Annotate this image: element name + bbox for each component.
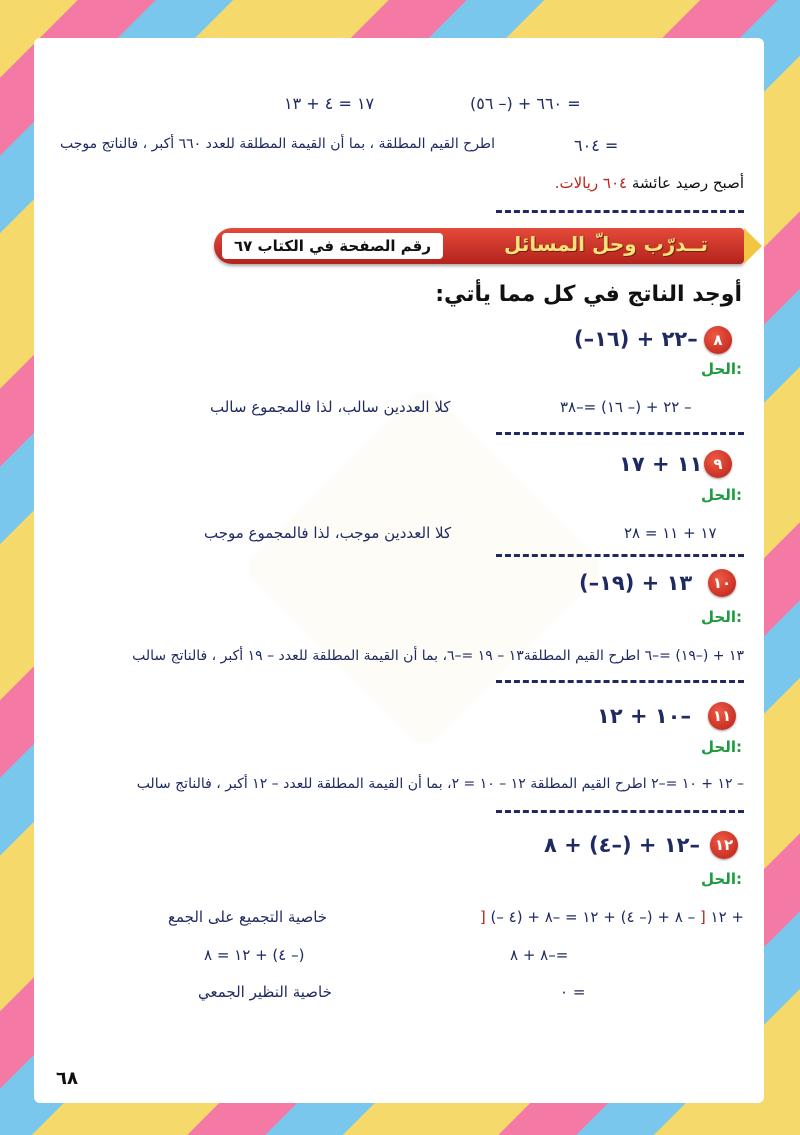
watermark-shape <box>240 384 608 752</box>
problem-expression: ١٠ + ١٢– <box>597 704 691 728</box>
banner-title: تــدرّب وحلّ المسائل <box>504 232 708 256</box>
solution-label: الحل: <box>701 486 742 504</box>
step-note: (– ٤) + ١٢ = ٨ <box>204 946 305 964</box>
step-work: =–٨ + ٨ <box>510 946 569 964</box>
problem-expression: ١١ + ١٧ <box>619 452 703 476</box>
intro-line2-explanation: اطرح القيم المطلقة ، بما أن القيمة المطلقة للعدد ٦٦٠ أكبر ، فالناتج موجب <box>60 136 495 152</box>
solution-label: الحل: <box>701 360 742 378</box>
property-note: خاصية النظير الجمعي <box>198 983 332 1001</box>
problem-work: – ٢٢ + (– ١٦) =–٣٨ <box>560 398 692 416</box>
problem-number-badge: ١١ <box>708 702 736 730</box>
solution-label: الحل: <box>701 608 742 626</box>
problem-explanation-line: ١٣ + (–١٩) =–٦ اطرح القيم المطلقة١٣ – ١٩ =–٦، بما أن القيمة المطلقة للعدد – ١٩ أكبر ، فالناتج سالب <box>132 648 744 664</box>
problem-number-badge: ٩ <box>704 450 732 478</box>
solution-label: الحل: <box>701 738 742 756</box>
bracket-inner: (– ٤) + ١٢ <box>490 908 727 926</box>
intro-line1-right: = ٦٦٠ + (– ٥٦) <box>470 94 581 113</box>
problem-work: ١٧ + ١١ = ٢٨ <box>624 524 717 542</box>
associative-work-left: – ٨ + (– ٤) + ١٢ = –٨ + <box>544 908 744 926</box>
problem-number-badge: ١٠ <box>708 569 736 597</box>
property-note: خاصية التجميع على الجمع <box>168 908 328 926</box>
page-number: ٦٨ <box>56 1068 78 1089</box>
page-sheet <box>34 38 764 1103</box>
banner-arrow-icon <box>744 228 762 264</box>
problem-note: كلا العددين موجب، لذا فالمجموع موجب <box>204 524 452 542</box>
divider <box>496 432 744 435</box>
problem-explanation-line: – ١٢ + ١٠ =–٢ اطرح القيم المطلقة ١٢ – ١٠ = ٢، بما أن القيمة المطلقة للعدد – ١٢ أكبر ، فالناتج سالب <box>136 776 744 792</box>
problem-expression: (–١٦) + ٢٢– <box>574 327 698 351</box>
problem-number-badge: ١٢ <box>710 831 738 859</box>
solution-label: الحل: <box>701 870 742 888</box>
bracket-open: [ <box>699 908 706 926</box>
banner-page-reference: رقم الصفحة في الكتاب ٦٧ <box>222 233 443 259</box>
intro-line3-text: أصبح رصيد عائشة <box>631 174 744 192</box>
step-work: = ٠ <box>560 983 586 1001</box>
intro-line1-left: ١٧ = ٤ + ١٣ <box>284 94 375 113</box>
problem-expression: ١٢ + (–٤) + ٨– <box>544 833 700 857</box>
problem-expression: (–١٩) + ١٣ <box>579 571 693 595</box>
intro-line2-result: = ٦٠٤ <box>574 136 619 155</box>
exercise-heading: أوجد الناتج في كل مما يأتي: <box>435 282 742 307</box>
divider <box>496 554 744 557</box>
section-banner <box>214 228 744 264</box>
intro-line3-value: ٦٠٤ ريالات. <box>554 174 628 192</box>
divider <box>496 680 744 683</box>
divider <box>496 210 744 213</box>
problem-number-badge: ٨ <box>704 326 732 354</box>
divider <box>496 810 744 813</box>
problem-note: كلا العددين سالب، لذا فالمجموع سالب <box>210 398 451 416</box>
intro-line3 <box>555 174 744 192</box>
associative-work-line <box>480 908 744 926</box>
bracket-close: ] <box>479 908 486 926</box>
